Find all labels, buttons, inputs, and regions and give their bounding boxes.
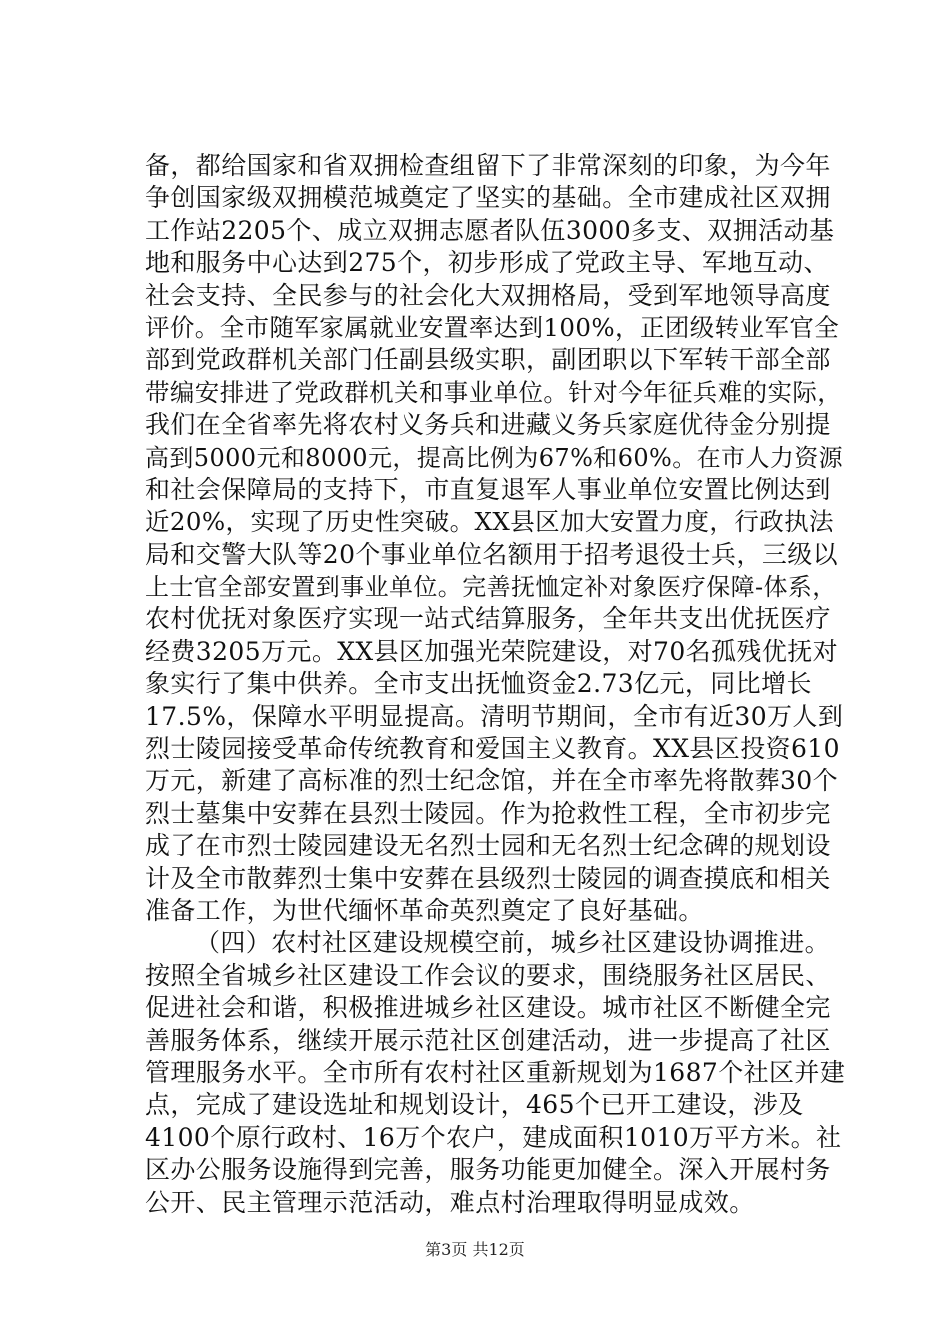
text-line: 争创国家级双拥模范城奠定了坚实的基础。全市建成社区双拥 bbox=[145, 183, 831, 213]
text-line: 计及全市散葬烈士集中安葬在县级烈士陵园的调查摸底和相关 bbox=[145, 863, 831, 893]
text-line: 准备工作，为世代缅怀革命英烈奠定了良好基础。 bbox=[145, 895, 704, 925]
text-line: 管理服务水平。全市所有农村社区重新规划为1687个社区并建 bbox=[145, 1057, 846, 1087]
text-line: 社会支持、全民参与的社会化大双拥格局，受到军地领导高度 bbox=[145, 280, 831, 310]
text-line: 烈士墓集中安葬在县烈士陵园。作为抢救性工程，全市初步完 bbox=[145, 798, 831, 828]
text-line: 备，都给国家和省双拥检查组留下了非常深刻的印象，为今年 bbox=[145, 151, 831, 180]
text-line: 上士官全部安置到事业单位。完善抚恤定补对象医疗保障-体系， bbox=[145, 573, 837, 602]
text-line: 和社会保障局的支持下，市直复退军人事业单位安置比例达到 bbox=[145, 474, 831, 504]
text-line: 按照全省城乡社区建设工作会议的要求，围绕服务社区居民、 bbox=[145, 960, 831, 990]
text-line: 工作站2205个、成立双拥志愿者队伍3000多支、双拥活动基 bbox=[145, 215, 835, 245]
text-line: 近20%，实现了历史性突破。XX县区加大安置力度，行政执法 bbox=[145, 507, 834, 537]
text-line: 我们在全省率先将农村义务兵和进藏义务兵家庭优待金分别提 bbox=[145, 410, 831, 440]
text-line: 区办公服务设施得到完善，服务功能更加健全。深入开展村务 bbox=[145, 1155, 831, 1185]
text-line: 高到5000元和8000元，提高比例为67%和60%。在市人力资源 bbox=[145, 443, 844, 472]
text-line: 促进社会和谐，积极推进城乡社区建设。城市社区不断健全完 bbox=[145, 993, 831, 1023]
text-line: 经费3205万元。XX县区加强光荣院建设，对70名孤残优抚对 bbox=[145, 636, 839, 666]
text-line: 评价。全市随军家属就业安置率达到100%，正团级转业军官全 bbox=[145, 312, 840, 342]
text-line: 成了在市烈士陵园建设无名烈士园和无名烈士纪念碑的规划设 bbox=[145, 831, 831, 861]
text-line: 4100个原行政村、16万个农户，建成面积1010万平方米。社 bbox=[145, 1122, 842, 1152]
text-line: 点，完成了建设选址和规划设计，465个已开工建设，涉及 bbox=[145, 1090, 804, 1120]
text-line: 带编安排进了党政群机关和事业单位。针对今年征兵难的实际， bbox=[145, 377, 843, 407]
text-line: 农村优抚对象医疗实现一站式结算服务，全年共支出优抚医疗 bbox=[145, 604, 831, 634]
text-line: 部到党政群机关部门任副县级实职，副团职以下军转干部全部 bbox=[145, 345, 831, 375]
text-line: 17.5%，保障水平明显提高。清明节期间，全市有近30万人到 bbox=[145, 701, 844, 731]
text-line: 象实行了集中供养。全市支出抚恤资金2.73亿元，同比增长 bbox=[145, 669, 812, 699]
page-footer: 第3页 共12页 bbox=[425, 1240, 525, 1259]
section-heading-line: （四）农村社区建设规模空前，城乡社区建设协调推进。 bbox=[195, 928, 831, 958]
text-line: 善服务体系，继续开展示范社区创建活动，进一步提高了社区 bbox=[145, 1025, 831, 1055]
text-line: 地和服务中心达到275个，初步形成了党政主导、军地互动、 bbox=[145, 248, 829, 278]
text-line: 局和交警大队等20个事业单位名额用于招考退役士兵，三级以 bbox=[145, 539, 839, 569]
text-line: 公开、民主管理示范活动，难点村治理取得明显成效。 bbox=[145, 1187, 755, 1217]
text-line: 烈士陵园接受革命传统教育和爱国主义教育。XX县区投资610 bbox=[145, 734, 840, 764]
text-line: 万元，新建了高标准的烈士纪念馆，并在全市率先将散葬30个 bbox=[145, 766, 839, 796]
body-text bbox=[145, 150, 845, 1219]
